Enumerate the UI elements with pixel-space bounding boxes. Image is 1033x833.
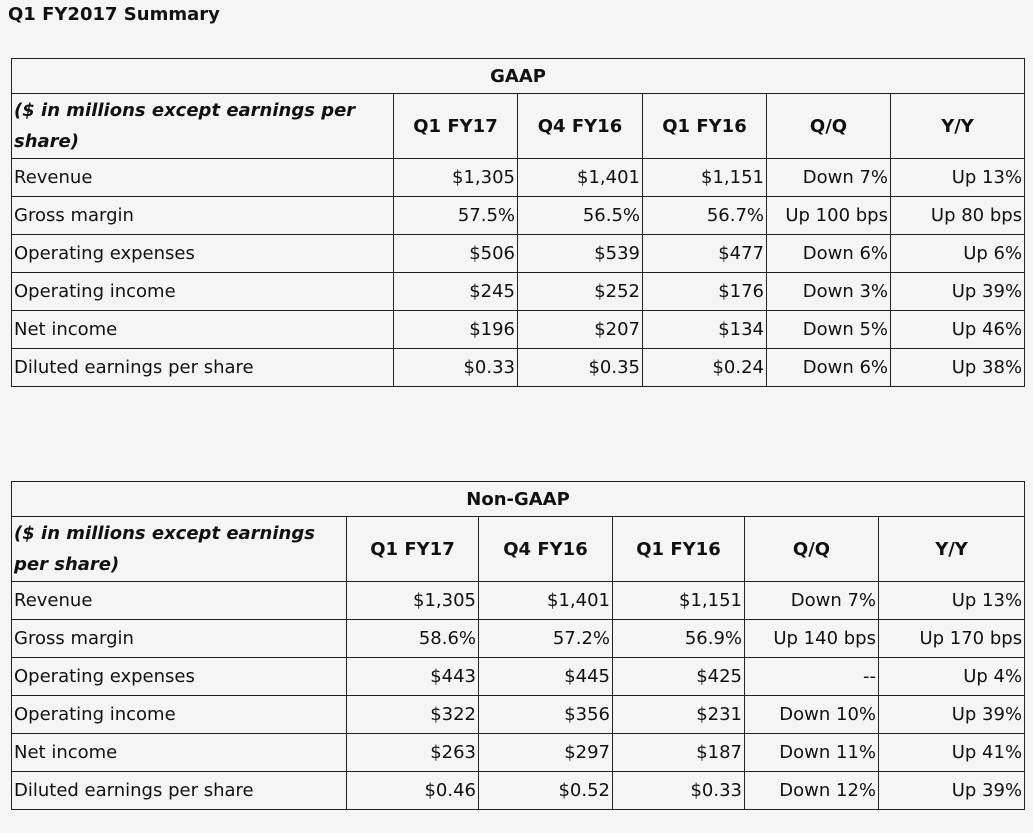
column-header: Q1 FY17 xyxy=(394,94,518,159)
table-row xyxy=(12,734,1025,772)
column-header: Y/Y xyxy=(891,94,1025,159)
gaap-table-title: GAAP xyxy=(12,59,1025,94)
table-cell: $0.33 xyxy=(613,772,745,810)
row-label: Operating income xyxy=(12,696,347,734)
table-cell: Up 39% xyxy=(879,696,1025,734)
table-row xyxy=(12,197,1025,235)
table-cell: Down 6% xyxy=(767,235,891,273)
table-cell: Down 3% xyxy=(767,273,891,311)
table-row xyxy=(12,235,1025,273)
table-cell: Up 140 bps xyxy=(745,620,879,658)
table-cell: Down 7% xyxy=(767,159,891,197)
table-cell: Down 6% xyxy=(767,349,891,387)
gaap-table xyxy=(11,58,1025,387)
table-row xyxy=(12,696,1025,734)
column-header: Q/Q xyxy=(767,94,891,159)
table-cell: $231 xyxy=(613,696,745,734)
column-header: Y/Y xyxy=(879,517,1025,582)
table-cell: $1,401 xyxy=(518,159,643,197)
table-cell: Down 12% xyxy=(745,772,879,810)
table-cell: $0.35 xyxy=(518,349,643,387)
column-header: Q1 FY17 xyxy=(347,517,479,582)
table-cell: $539 xyxy=(518,235,643,273)
table-row xyxy=(12,582,1025,620)
table-cell: $0.52 xyxy=(479,772,613,810)
table-row xyxy=(12,349,1025,387)
nongaap-table xyxy=(11,481,1025,810)
table-cell: Up 39% xyxy=(891,273,1025,311)
table-cell: Up 39% xyxy=(879,772,1025,810)
table-cell: 58.6% xyxy=(347,620,479,658)
table-cell: Up 80 bps xyxy=(891,197,1025,235)
row-label: Net income xyxy=(12,734,347,772)
table-cell: $1,305 xyxy=(394,159,518,197)
table-cell: -- xyxy=(745,658,879,696)
table-cell: $1,151 xyxy=(643,159,767,197)
table-cell: $0.33 xyxy=(394,349,518,387)
table-cell: Up 41% xyxy=(879,734,1025,772)
table-cell: $1,305 xyxy=(347,582,479,620)
nongaap-table-title: Non-GAAP xyxy=(12,482,1025,517)
table-cell: $0.24 xyxy=(643,349,767,387)
table-cell: $196 xyxy=(394,311,518,349)
table-cell: 56.5% xyxy=(518,197,643,235)
table-cell: $443 xyxy=(347,658,479,696)
table-cell: Up 13% xyxy=(891,159,1025,197)
page-title: Q1 FY2017 Summary xyxy=(8,4,220,25)
table-row xyxy=(12,772,1025,810)
table-cell: Up 100 bps xyxy=(767,197,891,235)
table-cell: $445 xyxy=(479,658,613,696)
column-header: Q1 FY16 xyxy=(643,94,767,159)
table-row xyxy=(12,311,1025,349)
table-cell: $506 xyxy=(394,235,518,273)
table-cell: $0.46 xyxy=(347,772,479,810)
units-label: ($ in millions except earnings per share) xyxy=(12,94,394,159)
table-row xyxy=(12,273,1025,311)
units-label: ($ in millions except earnings per share) xyxy=(12,517,347,582)
table-cell: 57.5% xyxy=(394,197,518,235)
table-cell: Up 6% xyxy=(891,235,1025,273)
row-label: Operating expenses xyxy=(12,658,347,696)
nongaap-table-body xyxy=(12,582,1025,810)
table-cell: 56.9% xyxy=(613,620,745,658)
row-label: Revenue xyxy=(12,159,394,197)
table-cell: $134 xyxy=(643,311,767,349)
table-cell: $176 xyxy=(643,273,767,311)
table-cell: Up 46% xyxy=(891,311,1025,349)
table-row xyxy=(12,658,1025,696)
table-cell: $245 xyxy=(394,273,518,311)
table-cell: $297 xyxy=(479,734,613,772)
table-cell: $356 xyxy=(479,696,613,734)
column-header: Q4 FY16 xyxy=(479,517,613,582)
table-cell: Up 4% xyxy=(879,658,1025,696)
table-cell: $263 xyxy=(347,734,479,772)
row-label: Gross margin xyxy=(12,620,347,658)
table-cell: $207 xyxy=(518,311,643,349)
table-cell: Down 5% xyxy=(767,311,891,349)
table-cell: Down 11% xyxy=(745,734,879,772)
row-label: Operating income xyxy=(12,273,394,311)
row-label: Diluted earnings per share xyxy=(12,349,394,387)
row-label: Gross margin xyxy=(12,197,394,235)
table-cell: $1,151 xyxy=(613,582,745,620)
table-cell: Up 13% xyxy=(879,582,1025,620)
table-cell: Down 7% xyxy=(745,582,879,620)
table-cell: $252 xyxy=(518,273,643,311)
table-cell: $425 xyxy=(613,658,745,696)
table-row xyxy=(12,159,1025,197)
column-header: Q1 FY16 xyxy=(613,517,745,582)
table-cell: Up 38% xyxy=(891,349,1025,387)
column-header: Q/Q xyxy=(745,517,879,582)
table-cell: $1,401 xyxy=(479,582,613,620)
column-header: Q4 FY16 xyxy=(518,94,643,159)
table-cell: Down 10% xyxy=(745,696,879,734)
table-cell: $187 xyxy=(613,734,745,772)
table-cell: 57.2% xyxy=(479,620,613,658)
row-label: Diluted earnings per share xyxy=(12,772,347,810)
table-cell: 56.7% xyxy=(643,197,767,235)
table-cell: $322 xyxy=(347,696,479,734)
row-label: Operating expenses xyxy=(12,235,394,273)
gaap-table-body xyxy=(12,159,1025,387)
table-cell: Up 170 bps xyxy=(879,620,1025,658)
table-row xyxy=(12,620,1025,658)
row-label: Revenue xyxy=(12,582,347,620)
row-label: Net income xyxy=(12,311,394,349)
table-cell: $477 xyxy=(643,235,767,273)
